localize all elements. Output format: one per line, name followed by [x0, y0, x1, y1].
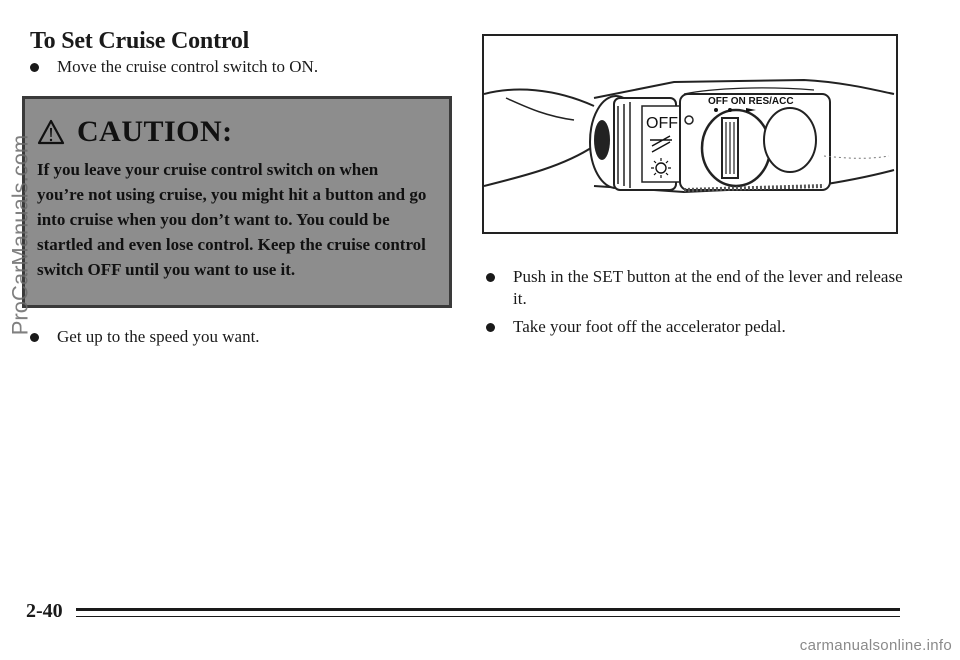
footer-rule [76, 608, 900, 611]
lever-drawing [484, 36, 896, 232]
page-number: 2-40 [26, 600, 63, 622]
list-item [486, 266, 906, 310]
watermark [0, 0, 40, 470]
list-item [30, 56, 430, 78]
footer-site-link[interactable]: carmanualsonline.info [799, 637, 952, 654]
bullet-icon [486, 323, 495, 332]
step-text: Push in the SET button at the end of the lever and release it. [513, 267, 903, 308]
page-title: To Set Cruise Control [30, 28, 250, 54]
watermark-text: ProCarManuals.com [7, 134, 33, 336]
warning-triangle-icon [37, 119, 65, 145]
caution-box [22, 96, 452, 308]
off-on-resacc-label: OFF ON RES/ACC [708, 96, 794, 107]
cruise-control-lever-illustration [482, 34, 898, 234]
step-text: Take your foot off the accelerator pedal. [513, 317, 786, 336]
list-item [486, 316, 906, 338]
caution-heading [37, 115, 233, 149]
footer-rule-thin [76, 616, 900, 617]
caution-body: If you leave your cruise control switch on when you’re not using cruise, you might hit a button and go into cruise when you don’t want to. You could be startled and even lose control. Keep the cruise control switch OFF until you want to use it. [37, 160, 427, 279]
list-item [30, 326, 430, 348]
step-text: Move the cruise control switch to ON. [57, 57, 319, 76]
step-text: Get up to the speed you want. [57, 327, 260, 346]
bullet-icon [486, 273, 495, 282]
caution-heading-text: CAUTION: [77, 115, 233, 148]
off-label: OFF [646, 115, 678, 132]
